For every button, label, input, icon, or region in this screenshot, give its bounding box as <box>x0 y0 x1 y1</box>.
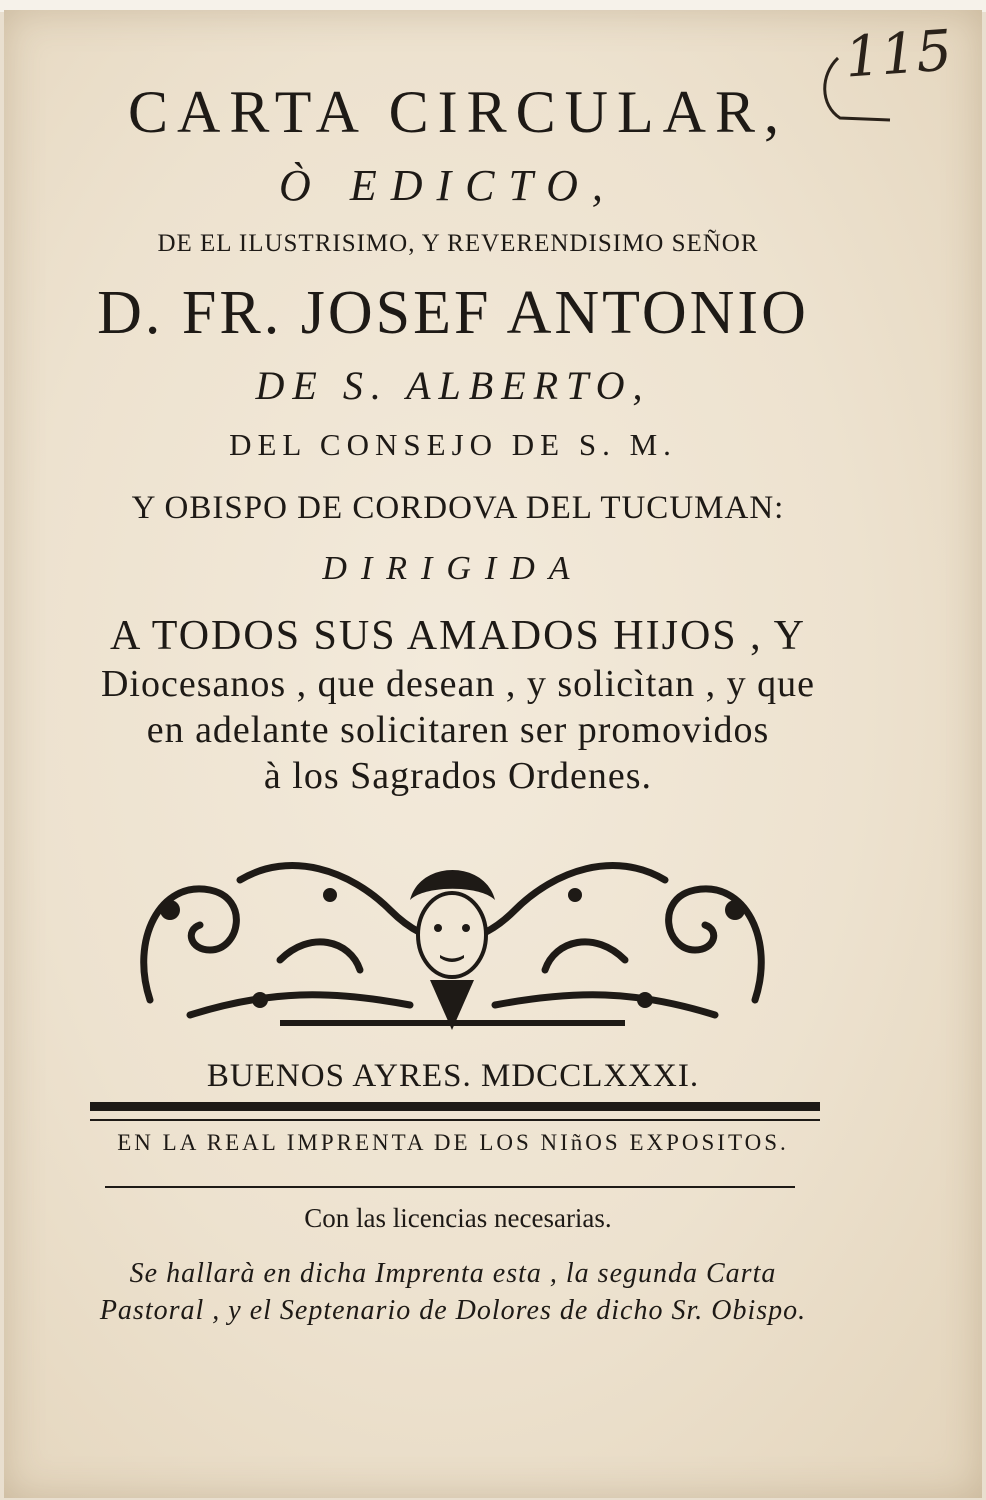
sale-note-line-2: Pastoral , y el Septenario de Dolores de dicho Sr. Obispo. <box>99 1295 807 1326</box>
title-line-5: DE S. ALBERTO, <box>255 363 651 408</box>
title-line-8: DIRIGIDA <box>322 550 584 587</box>
title-line-11: en adelante solicitaren ser promovidos <box>146 709 770 751</box>
sale-note-line-1: Se hallarà en dicha Imprenta esta , la segunda Carta <box>129 1258 777 1289</box>
title-line-10: Diocesanos , que desean , y solicìtan , y que <box>100 663 816 705</box>
title-line-1: CARTA CIRCULAR, <box>128 79 788 145</box>
title-line-6: DEL CONSEJO DE S. M. <box>229 427 677 462</box>
title-line-2: Ò EDICTO, <box>279 161 617 210</box>
licence-note: Con las licencias necesarias. <box>304 1203 612 1233</box>
thin-rule-top <box>90 1119 820 1121</box>
title-line-3: DE EL ILUSTRISIMO, Y REVERENDISIMO SEÑOR <box>157 230 759 257</box>
ornament-headpiece <box>130 840 775 1035</box>
thick-rule <box>90 1102 820 1111</box>
title-line-7: Y OBISPO DE CORDOVA DEL TUCUMAN: <box>131 490 785 526</box>
handwritten-number: 115 <box>842 18 955 91</box>
title-line-4: D. FR. JOSEF ANTONIO <box>97 279 809 347</box>
thin-rule-bottom <box>105 1186 795 1188</box>
title-line-12: à los Sagrados Ordenes. <box>263 755 653 797</box>
place-date: BUENOS AYRES. MDCCLXXXI. <box>206 1058 700 1094</box>
printer: EN LA REAL IMPRENTA DE LOS NIñOS EXPOSITOS. <box>117 1130 789 1155</box>
title-line-9: A TODOS SUS AMADOS HIJOS , Y <box>110 613 806 659</box>
